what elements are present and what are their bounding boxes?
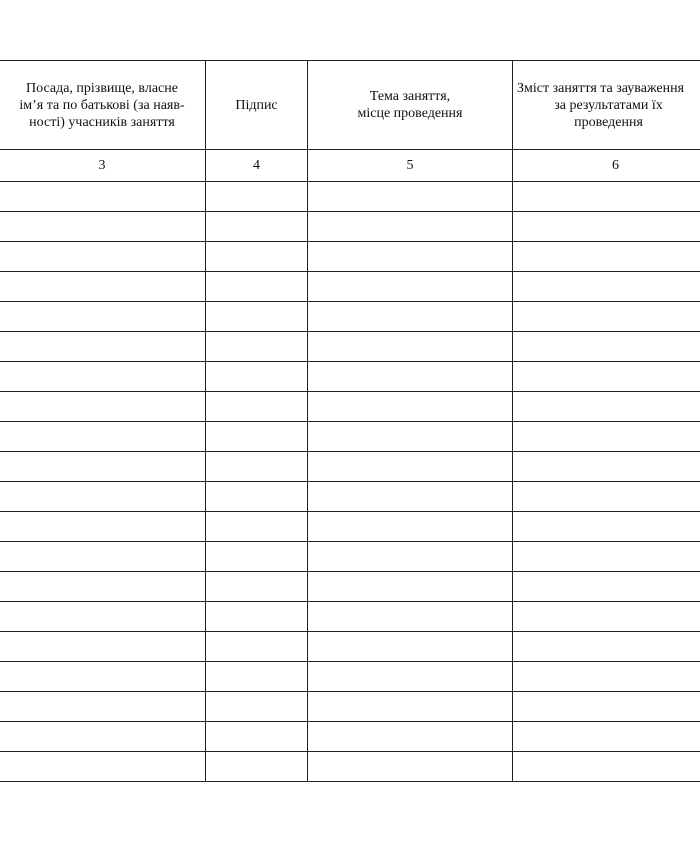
table-row (0, 452, 700, 482)
table-cell (513, 332, 700, 362)
table-cell (513, 362, 700, 392)
table-cell (206, 572, 308, 602)
table-cell (308, 512, 513, 542)
table-cell (0, 422, 206, 452)
table-cell (308, 302, 513, 332)
table-row (0, 332, 700, 362)
table-cell (0, 452, 206, 482)
column-number-3: 3 (0, 150, 206, 182)
table-cell (206, 302, 308, 332)
table-cell (206, 332, 308, 362)
header-signature: Підпис (206, 61, 308, 150)
table-cell (308, 212, 513, 242)
table-cell (308, 482, 513, 512)
table-cell (308, 542, 513, 572)
table-cell (513, 692, 700, 722)
table-row (0, 572, 700, 602)
table-cell (206, 662, 308, 692)
table-cell (0, 632, 206, 662)
table-cell (206, 422, 308, 452)
table-cell (0, 692, 206, 722)
table-cell (513, 302, 700, 332)
journal-table (0, 60, 700, 782)
column-number-6: 6 (513, 150, 700, 182)
table-cell (308, 752, 513, 782)
table-cell (308, 272, 513, 302)
table-row (0, 722, 700, 752)
table-cell (308, 692, 513, 722)
table-cell (0, 482, 206, 512)
table-row (0, 662, 700, 692)
table-row (0, 602, 700, 632)
table-cell (206, 602, 308, 632)
table-cell (0, 722, 206, 752)
column-number-4: 4 (206, 150, 308, 182)
table-cell (513, 182, 700, 212)
table-cell (206, 182, 308, 212)
table-cell (206, 212, 308, 242)
header-participants: Посада, прізвище, власне ім’я та по батькові (за наяв- ності) учасників заняття (0, 61, 206, 150)
header-topic-place: Тема заняття, місце проведення (308, 61, 513, 150)
table-cell (0, 392, 206, 422)
table-cell (206, 752, 308, 782)
table-cell (513, 242, 700, 272)
table-cell (0, 302, 206, 332)
table-cell (513, 212, 700, 242)
table-cell (308, 392, 513, 422)
table-row (0, 392, 700, 422)
table-cell (0, 272, 206, 302)
table-cell (513, 662, 700, 692)
table-cell (513, 392, 700, 422)
header-content-remarks: Зміст заняття та зауваження за результатами їх проведення (513, 61, 700, 150)
table-row (0, 422, 700, 452)
table-cell (308, 662, 513, 692)
table-cell (513, 752, 700, 782)
table-cell (308, 722, 513, 752)
table-row (0, 242, 700, 272)
table-cell (206, 692, 308, 722)
table-cell (308, 602, 513, 632)
table-cell (0, 512, 206, 542)
table-cell (513, 572, 700, 602)
table-cell (308, 632, 513, 662)
table-cell (513, 512, 700, 542)
table-cell (206, 362, 308, 392)
table-cell (206, 542, 308, 572)
table-cell (0, 332, 206, 362)
table-row (0, 542, 700, 572)
table-row (0, 362, 700, 392)
column-number-5: 5 (308, 150, 513, 182)
table-cell (0, 182, 206, 212)
column-number-row (0, 150, 700, 182)
table-cell (513, 482, 700, 512)
table-body (0, 182, 700, 782)
table-row (0, 752, 700, 782)
table-cell (206, 392, 308, 422)
table-cell (513, 632, 700, 662)
table-cell (513, 452, 700, 482)
table-cell (0, 602, 206, 632)
table-cell (513, 272, 700, 302)
table-cell (206, 272, 308, 302)
table-cell (513, 422, 700, 452)
table-cell (308, 452, 513, 482)
table-row (0, 632, 700, 662)
table-cell (513, 602, 700, 632)
header-row (0, 61, 700, 150)
table-cell (0, 662, 206, 692)
table-cell (206, 512, 308, 542)
table-cell (206, 452, 308, 482)
table-row (0, 482, 700, 512)
table-cell (513, 542, 700, 572)
table-row (0, 512, 700, 542)
table-cell (206, 722, 308, 752)
table-cell (0, 572, 206, 602)
table-cell (308, 332, 513, 362)
table-row (0, 302, 700, 332)
table-cell (0, 752, 206, 782)
table-cell (0, 212, 206, 242)
table-cell (308, 362, 513, 392)
table-cell (206, 242, 308, 272)
table-row (0, 182, 700, 212)
table-cell (308, 182, 513, 212)
table-cell (0, 362, 206, 392)
table-row (0, 692, 700, 722)
table-cell (206, 482, 308, 512)
table-cell (206, 632, 308, 662)
table-cell (0, 542, 206, 572)
table-row (0, 212, 700, 242)
table-cell (513, 722, 700, 752)
table-row (0, 272, 700, 302)
table-cell (308, 242, 513, 272)
table-cell (0, 242, 206, 272)
table-cell (308, 572, 513, 602)
table-cell (308, 422, 513, 452)
